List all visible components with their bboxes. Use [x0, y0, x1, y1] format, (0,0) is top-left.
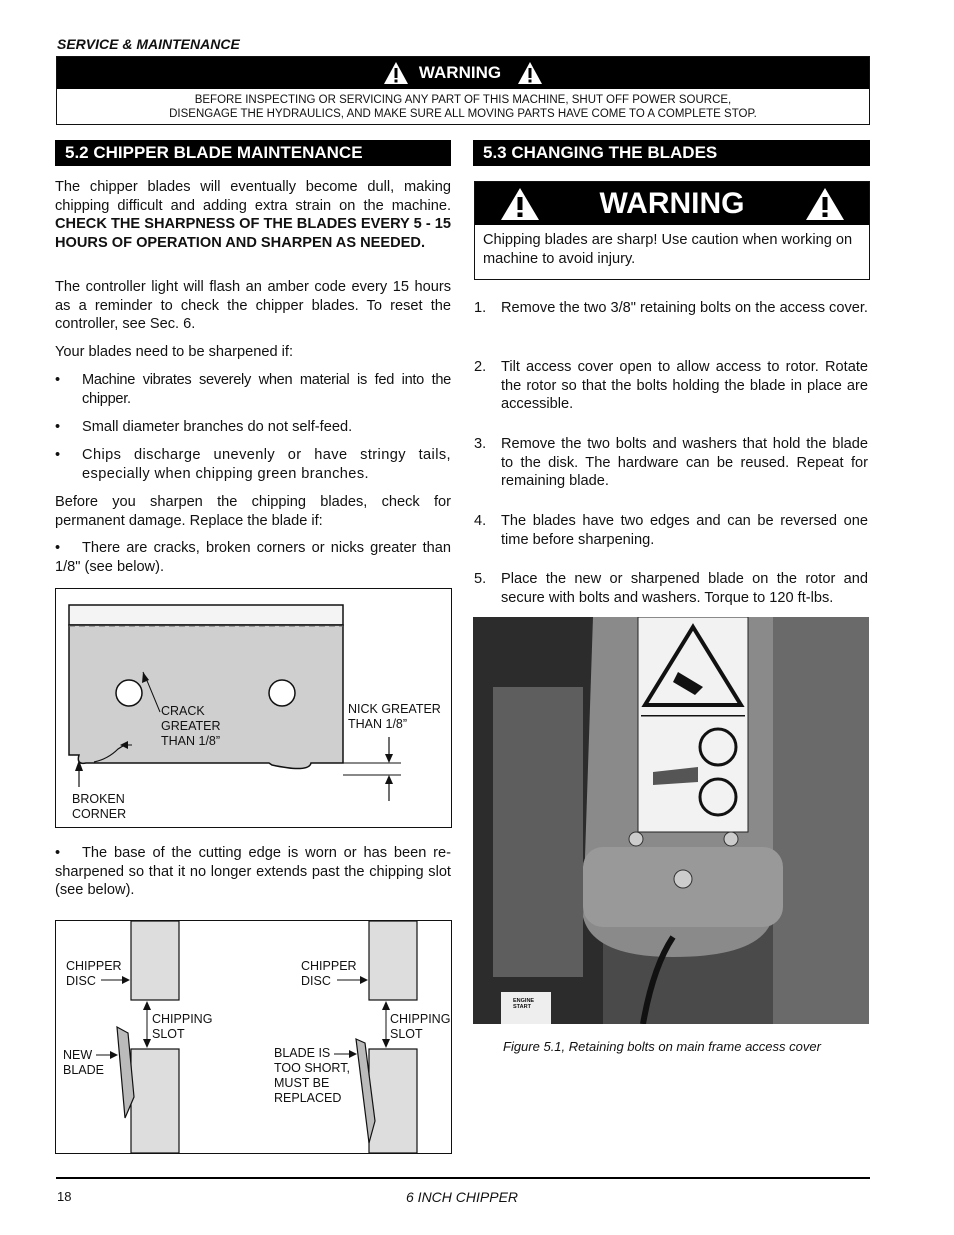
bullet-text: Machine vibrates severely when material is fed into the chipper.: [82, 372, 451, 407]
top-warning-box: [56, 56, 870, 125]
top-warning-text: [57, 89, 869, 121]
blade-warning-text: Chipping blades are sharp! Use caution when working on machine to avoid injury.: [483, 232, 853, 267]
step-4: [474, 512, 868, 549]
step-text: Tilt access cover open to allow access to rotor. Rotate the rotor so that the bolts holding the blade in place are accessible.: [501, 359, 868, 413]
new-blade-label: NEW BLADE: [63, 1048, 104, 1077]
step-text: Remove the two bolts and washers that hold the blade to the disk. The hardware can be reused. Repeat for remaining blade.: [501, 436, 868, 490]
footer-rule: [56, 1177, 870, 1179]
engine-start-decal: ENGINE START: [513, 998, 535, 1010]
step-number: 5.: [474, 571, 487, 587]
top-warning-bar: [57, 57, 869, 89]
blade-damage-diagram: [55, 588, 452, 828]
blade-warning-box: [474, 181, 870, 280]
bullet-text: There are cracks, broken corners or nicks greater than 1/8" (see below).: [55, 540, 451, 575]
warning-triangle-icon: [805, 187, 845, 221]
chipping-slot-label-left: CHIPPING SLOT: [152, 1012, 213, 1041]
page-number: 18: [57, 1189, 72, 1204]
intro-text: The chipper blades will eventually become dull, making chipping difficult and adding extra strain on the machine.: [55, 179, 451, 214]
blade-warning-bar: [475, 182, 869, 225]
bullet-dot: •: [55, 845, 61, 861]
top-warning-line2: DISENGAGE THE HYDRAULICS, AND MAKE SURE ALL MOVING PARTS HAVE COME TO A COMPLETE STOP.: [169, 108, 757, 120]
bullet-text: Chips discharge unevenly or have stringy tails, especially when chipping green branches.: [82, 447, 451, 482]
intro-bold-text: CHECK THE SHARPNESS OF THE BLADES EVERY 5 - 15 HOURS OF OPERATION AND SHARPEN AS NEEDED.: [55, 216, 451, 251]
broken-corner-label: BROKEN CORNER: [72, 792, 127, 821]
step-number: 2.: [474, 359, 487, 375]
bullet-text: The base of the cutting edge is worn or has been re-sharpened so that it no longer extends past the chipping slot (see below).: [55, 845, 451, 899]
top-warning-line1: BEFORE INSPECTING OR SERVICING ANY PART OF THIS MACHINE, SHUT OFF POWER SOURCE,: [194, 94, 732, 106]
bullet-dot: •: [55, 540, 61, 556]
bullet-text: Small diameter branches do not self-feed.: [82, 419, 353, 435]
step-text: The blades have two edges and can be reversed one time before sharpening.: [501, 513, 868, 548]
step-number: 1.: [474, 300, 487, 316]
paragraph-sharpen-if: Your blades need to be sharpened if:: [55, 344, 294, 360]
blade-warning-title: WARNING: [599, 186, 745, 220]
bullet-worn: [55, 844, 451, 900]
nick-label: NICK GREATER THAN 1/8”: [348, 702, 441, 731]
bullet-cracks: [55, 539, 451, 576]
step-text: Place the new or sharpened blade on the rotor and secure with bolts and washers. Torque to 120 ft-lbs.: [501, 571, 868, 606]
chipper-disc-label-left: CHIPPER DISC: [66, 959, 122, 988]
warning-triangle-icon: [517, 61, 543, 85]
warning-triangle-icon: [500, 187, 540, 221]
paragraph-intro: [55, 178, 451, 252]
step-5: [474, 570, 868, 607]
paragraph-controller: The controller light will flash an amber code every 15 hours as a reminder to check the chipper blades. To reset the controller, see Sec. 6.: [55, 279, 451, 333]
step-3: [474, 435, 868, 491]
footer-title: 6 INCH CHIPPER: [406, 1189, 519, 1205]
section-header: SERVICE & MAINTENANCE: [57, 36, 240, 52]
step-1: [474, 299, 868, 318]
bullet-self-feed: • Small diameter branches do not self-feed.: [55, 418, 451, 437]
section-5-2-title: 5.2 CHIPPER BLADE MAINTENANCE: [55, 140, 451, 166]
figure-caption: Figure 5.1, Retaining bolts on main frame access cover: [503, 1039, 821, 1054]
chipping-slot-diagram: [55, 920, 452, 1154]
section-5-3-title: 5.3 CHANGING THE BLADES: [473, 140, 870, 166]
step-number: 3.: [474, 436, 487, 452]
access-cover-photo: [473, 617, 869, 1024]
warning-triangle-icon: [383, 61, 409, 85]
top-warning-title: WARNING: [418, 63, 502, 82]
bullet-discharge: • Chips discharge unevenly or have stringy tails, especially when chipping green branches.: [55, 447, 451, 482]
chipper-disc-label-right: CHIPPER DISC: [301, 959, 357, 988]
crack-label: CRACK GREATER THAN 1/8”: [161, 704, 221, 748]
step-text: Remove the two 3/8" retaining bolts on the access cover.: [501, 300, 868, 316]
short-blade-label: BLADE IS TOO SHORT, MUST BE REPLACED: [274, 1046, 350, 1105]
paragraph-damage: Before you sharpen the chipping blades, check for permanent damage. Replace the blade if:: [55, 494, 451, 529]
step-2: [474, 358, 868, 414]
chipping-slot-label-right: CHIPPING SLOT: [390, 1012, 451, 1041]
access-cover-photo-svg: [473, 617, 869, 1024]
step-number: 4.: [474, 513, 487, 529]
bullet-vibrates: • Machine vibrates severely when material is fed into the chipper.: [55, 372, 451, 407]
